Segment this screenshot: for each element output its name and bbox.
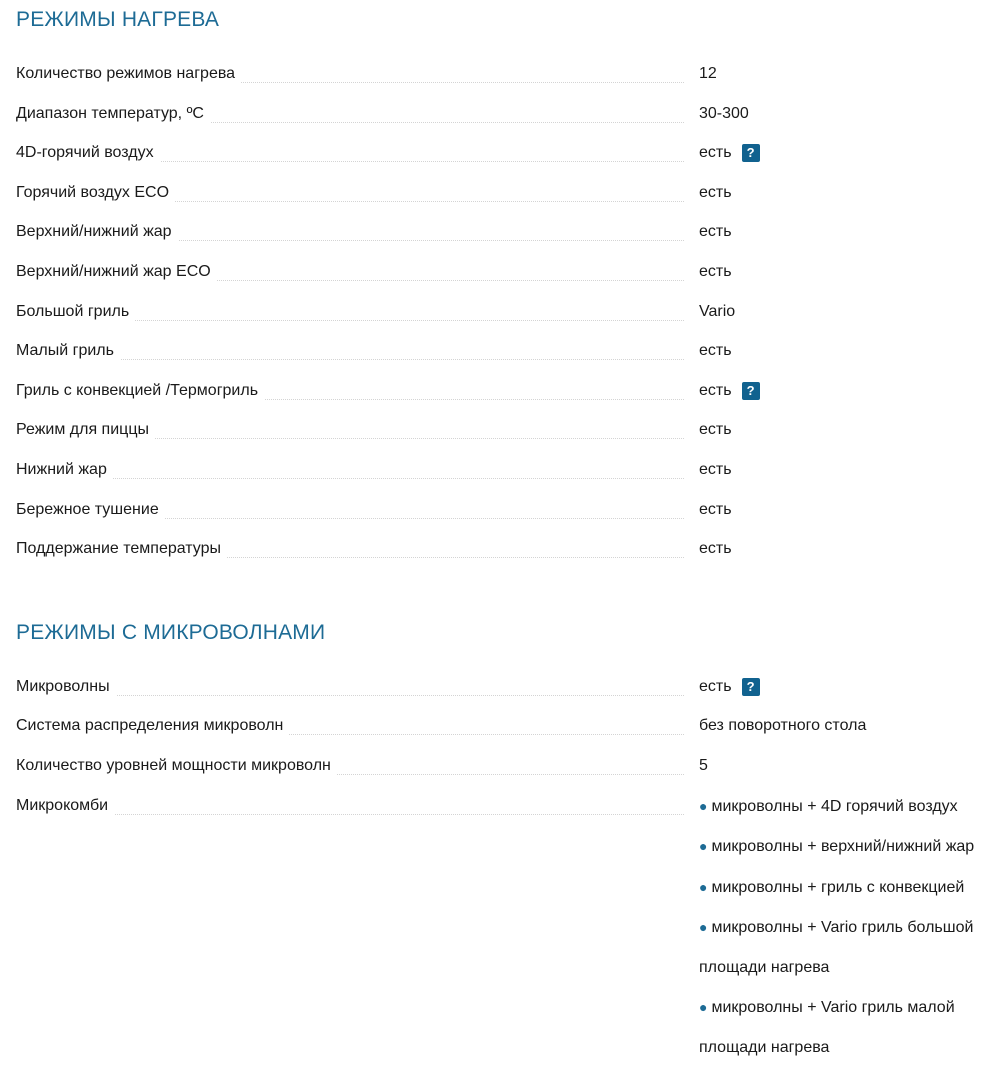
spec-value: Vario xyxy=(699,302,736,320)
spec-value-cell xyxy=(699,212,732,242)
spec-value-cell xyxy=(699,173,732,203)
dotted-leader xyxy=(16,478,684,479)
spec-label-cell xyxy=(16,173,684,213)
spec-label-cell xyxy=(16,212,684,252)
spec-list xyxy=(16,54,1005,569)
list-item-continuation: площади нагрева xyxy=(699,958,830,976)
spec-row-microcombi xyxy=(16,786,1005,1078)
spec-row xyxy=(16,252,1005,292)
spec-label-cell xyxy=(16,706,684,746)
spec-value-cell xyxy=(699,371,760,401)
spec-label-cell xyxy=(16,490,684,530)
spec-label: Большой гриль xyxy=(16,302,135,322)
spec-row xyxy=(16,450,1005,490)
spec-value: 30-300 xyxy=(699,104,749,122)
spec-value: есть xyxy=(699,500,732,518)
spec-row xyxy=(16,331,1005,371)
spec-label-cell xyxy=(16,410,684,450)
spec-label: Верхний/нижний жар xyxy=(16,222,178,242)
spec-row xyxy=(16,706,1005,746)
spec-row xyxy=(16,292,1005,332)
spec-value: есть xyxy=(699,677,732,695)
spec-row xyxy=(16,667,1005,707)
spec-label: Малый гриль xyxy=(16,341,120,361)
bullet-icon: ● xyxy=(699,999,708,1016)
spec-value-cell xyxy=(699,706,866,736)
spec-label-cell xyxy=(16,54,684,94)
spec-value: есть xyxy=(699,183,732,201)
spec-label-cell xyxy=(16,94,684,134)
spec-label-cell xyxy=(16,252,684,292)
spec-row xyxy=(16,94,1005,134)
spec-row xyxy=(16,746,1005,786)
spec-label: Количество уровней мощности микроволн xyxy=(16,756,337,776)
spec-value-cell xyxy=(699,133,760,163)
spec-value: есть xyxy=(699,342,732,360)
spec-row xyxy=(16,410,1005,450)
spec-value: 5 xyxy=(699,756,708,774)
spec-row xyxy=(16,54,1005,94)
list-item xyxy=(699,877,974,898)
spec-value-cell xyxy=(699,490,732,520)
spec-value-cell xyxy=(699,529,732,559)
spec-value-cell xyxy=(699,94,749,124)
spec-row xyxy=(16,371,1005,411)
spec-value: есть xyxy=(699,381,732,399)
spec-value: есть xyxy=(699,460,732,478)
list-item-text: микроволны + Vario гриль большой xyxy=(711,919,974,937)
spec-row xyxy=(16,529,1005,569)
spec-page xyxy=(16,0,1005,1078)
spec-value: есть xyxy=(699,540,732,558)
spec-label: Нижний жар xyxy=(16,460,113,480)
bullet-icon: ● xyxy=(699,838,708,855)
spec-value-cell xyxy=(699,292,735,322)
spec-label: Микрокомби xyxy=(16,796,114,816)
spec-value-cell xyxy=(699,450,732,480)
help-icon[interactable]: ? xyxy=(742,678,760,696)
list-item-text: микроволны + 4D горячий воздух xyxy=(711,797,958,815)
dotted-leader xyxy=(16,695,684,696)
spec-label: 4D-горячий воздух xyxy=(16,143,160,163)
list-item-continuation: площади нагрева xyxy=(699,1039,830,1057)
list-item xyxy=(699,997,974,1018)
spec-row xyxy=(16,173,1005,213)
spec-value: есть xyxy=(699,262,732,280)
bullet-icon: ● xyxy=(699,919,708,936)
section-heating-modes xyxy=(16,0,1005,569)
spec-value: 12 xyxy=(699,65,717,82)
spec-label-cell xyxy=(16,133,684,173)
spec-label: Система распределения микроволн xyxy=(16,716,289,736)
spec-value: без поворотного стола xyxy=(699,717,867,735)
spec-label-cell xyxy=(16,667,684,707)
list-item-text: микроволны + Vario гриль малой xyxy=(711,999,955,1017)
spec-label: Количество режимов нагрева xyxy=(16,64,241,84)
spec-list xyxy=(16,667,1005,1078)
dotted-leader xyxy=(16,814,684,815)
spec-label-cell xyxy=(16,529,684,569)
spec-value-cell xyxy=(699,54,717,84)
spec-value-cell xyxy=(699,252,732,282)
bullet-icon: ● xyxy=(699,878,708,895)
spec-label: Режим для пиццы xyxy=(16,420,155,440)
section-title: РЕЖИМЫ НАГРЕВА xyxy=(16,8,220,31)
spec-value-cell xyxy=(699,746,708,776)
spec-label: Верхний/нижний жар ECO xyxy=(16,262,217,282)
spec-label-cell xyxy=(16,331,684,371)
spec-row xyxy=(16,212,1005,252)
list-item xyxy=(699,836,974,857)
spec-row xyxy=(16,133,1005,173)
bullet-icon: ● xyxy=(699,797,708,814)
spec-value: есть xyxy=(699,421,732,439)
microcombi-list xyxy=(699,786,974,1078)
spec-value-cell xyxy=(699,410,732,440)
spec-label-cell xyxy=(16,746,684,786)
list-item-text: микроволны + верхний/нижний жар xyxy=(711,838,975,856)
spec-label-cell xyxy=(16,371,684,411)
help-icon[interactable]: ? xyxy=(742,144,760,162)
spec-label-cell xyxy=(16,786,684,826)
spec-label: Гриль с конвекцией /Термогриль xyxy=(16,381,264,401)
help-icon[interactable]: ? xyxy=(742,382,760,400)
spec-label: Микроволны xyxy=(16,677,116,697)
spec-value: есть xyxy=(699,223,732,241)
spec-label: Диапазон температур, ºC xyxy=(16,104,210,124)
list-item xyxy=(699,917,974,938)
section-microwave-modes xyxy=(16,613,1005,1078)
spec-label-cell xyxy=(16,450,684,490)
spec-label: Поддержание температуры xyxy=(16,539,227,559)
spec-label-cell xyxy=(16,292,684,332)
spec-row xyxy=(16,490,1005,530)
spec-value-cell xyxy=(699,667,760,697)
list-item-text: микроволны + гриль с конвекцией xyxy=(711,878,965,896)
spec-value: есть xyxy=(699,144,732,162)
section-title: РЕЖИМЫ С МИКРОВОЛНАМИ xyxy=(16,620,326,644)
list-item xyxy=(699,796,974,817)
spec-value-cell xyxy=(699,331,732,361)
spec-label: Горячий воздух ECO xyxy=(16,183,175,203)
spec-label: Бережное тушение xyxy=(16,500,165,520)
